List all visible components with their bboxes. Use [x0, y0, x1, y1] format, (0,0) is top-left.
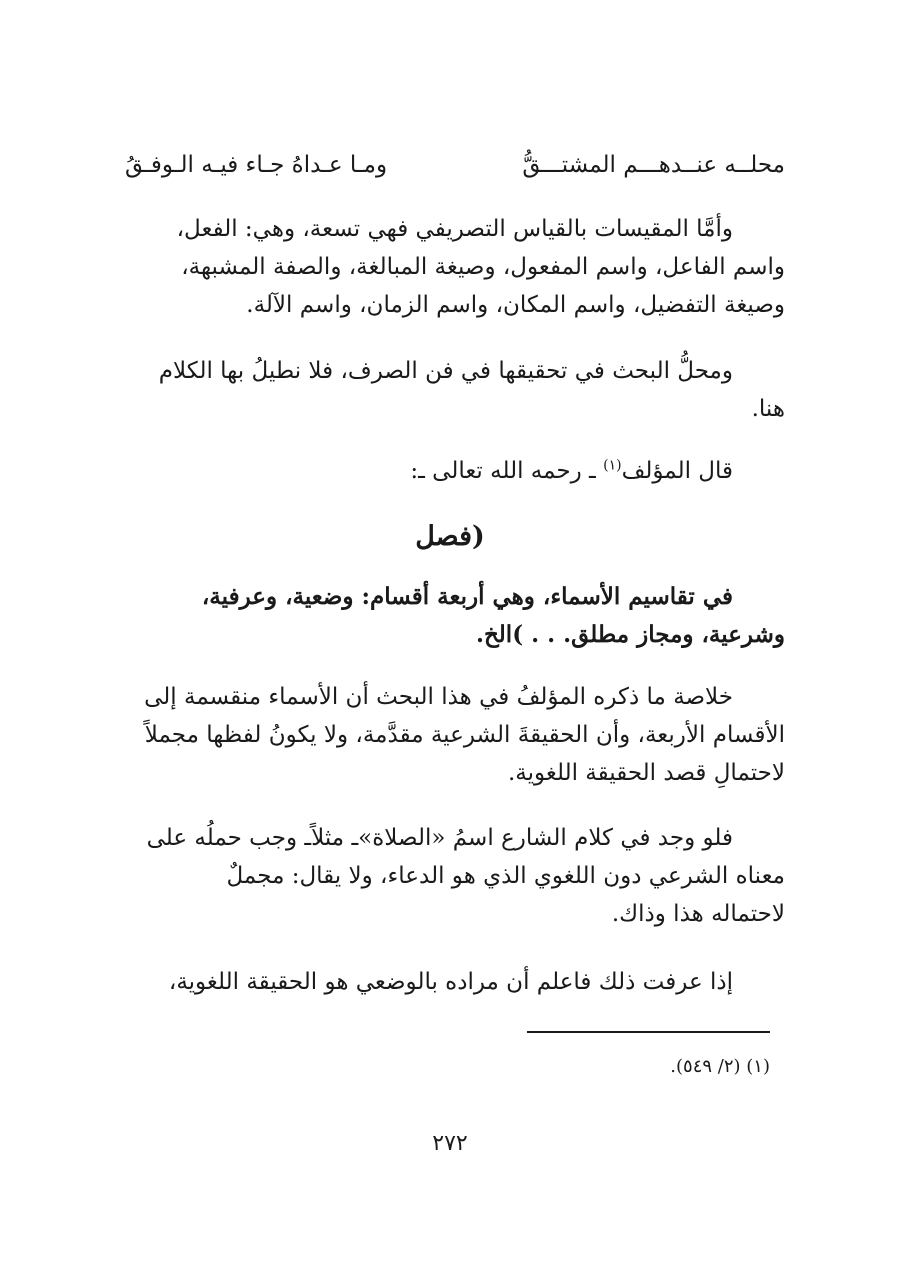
text-line: هنا.	[751, 396, 785, 422]
text-line: لاحتمالِ قصد الحقيقة اللغوية.	[507, 760, 785, 786]
paragraph-summary	[125, 678, 785, 792]
paragraph-research-location	[125, 352, 785, 428]
paragraph-conclusion	[125, 963, 785, 1001]
text-line: معناه الشرعي دون اللغوي الذي هو الدعاء، ولا يقال: مجملٌ	[226, 863, 785, 889]
text-line: لاحتماله هذا وذاك.	[611, 901, 785, 927]
verse-line	[125, 142, 785, 188]
matn-quote	[125, 578, 785, 654]
paragraph-measured-forms	[125, 210, 785, 324]
text-line: وأمَّا المقيسات بالقياس التصريفي فهي تسعة، وهي: الفعل،	[176, 216, 733, 242]
footnote-divider	[527, 1031, 770, 1033]
text-line: الأقسام الأربعة، وأن الحقيقةَ الشرعية مقدَّمة، ولا يكونُ لفظها مجملاً	[144, 722, 785, 748]
footnote-reference: (١)	[603, 457, 622, 474]
text-line	[125, 452, 785, 490]
paragraph-prayer-example	[125, 819, 785, 933]
text-line: ومحلُّ البحث في تحقيقها في فن الصرف، فلا نطيلُ بها الكلام	[158, 358, 733, 384]
text-line: وشرعية، ومجاز مطلق. . . )الخ.	[475, 621, 785, 648]
author-said: قال المؤلف	[621, 458, 733, 484]
verse-hemistich-first: محلــه عنــدهـــم المشتـــقُّ	[522, 152, 785, 178]
text-line: فلو وجد في كلام الشارع اسمُ «الصلاة»ـ مثلاًـ وجب حملُه على	[146, 825, 733, 851]
footnote: (١) (٢/ ٥٤٩).	[670, 1056, 770, 1077]
text-line: في تقاسيم الأسماء، وهي أربعة أقسام: وضعية، وعرفية،	[201, 583, 733, 610]
author-blessing: ـ رحمه الله تعالى ـ:	[410, 458, 596, 484]
section-heading: (فصل	[415, 521, 485, 552]
verse-hemistich-second: ومـا عـداهُ جـاء فيـه الـوفـقُ	[125, 152, 388, 178]
text-line: واسم الفاعل، واسم المفعول، وصيغة المبالغة، والصفة المشبهة،	[181, 254, 785, 280]
text-line: إذا عرفت ذلك فاعلم أن مراده بالوضعي هو الحقيقة اللغوية،	[168, 969, 733, 995]
text-line: وصيغة التفضيل، واسم المكان، واسم الزمان، واسم الآلة.	[246, 292, 785, 318]
page-number: ٢٧٢	[432, 1131, 468, 1156]
text-line: خلاصة ما ذكره المؤلفُ في هذا البحث أن الأسماء منقسمة إلى	[144, 684, 733, 710]
author-attribution	[125, 452, 785, 490]
